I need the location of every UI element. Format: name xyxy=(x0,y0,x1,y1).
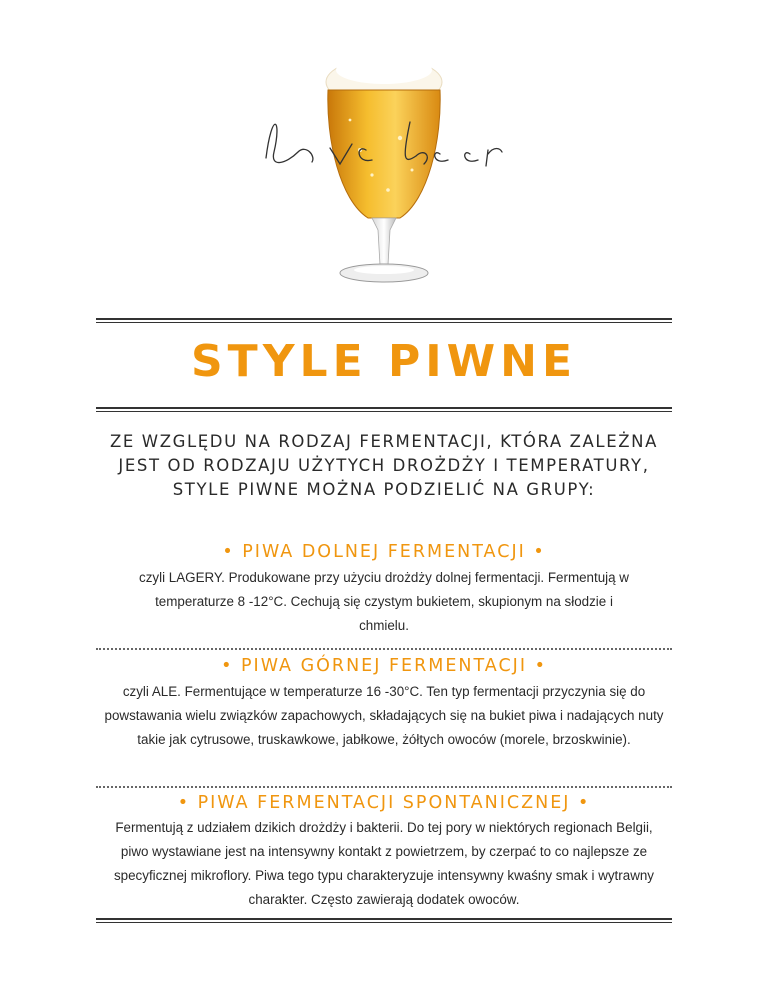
beer-glass-icon xyxy=(0,40,768,300)
beer-glass-illustration xyxy=(0,40,768,300)
divider xyxy=(96,318,672,323)
section-body-top-fermentation: czyli ALE. Fermentujące w temperaturze 16 -30°C. Ten typ fermentacji przyczynia się do powstawania wielu związków zapachowych, składających się na bukiet piwa i nadających nuty takie jak cytrusowe, truskawkowe, jabłkowe, żółtych owoców (morele, brzoskwinie). xyxy=(104,684,664,747)
dotted-divider xyxy=(96,648,672,650)
section-heading-bottom-fermentation: • PIWA DOLNEJ FERMENTACJI • xyxy=(222,542,546,562)
intro-text: ZE WZGLĘDU NA RODZAJ FERMENTACJI, KTÓRA ZALEŻNA JEST OD RODZAJU UŻYTYCH DROŻDŻY I TEMPERATURY, STYLE PIWNE MOŻNA PODZIELIĆ NA GRUPY: xyxy=(110,432,658,499)
section-heading-top-fermentation: • PIWA GÓRNEJ FERMENTACJI • xyxy=(221,656,547,676)
section-body-bottom-fermentation: czyli LAGERY. Produkowane przy użyciu drożdży dolnej fermentacji. Fermentują w temperaturze 8 -12°C. Cechują się czystym bukietem, skupionym na słodzie i chmielu. xyxy=(139,570,629,633)
dotted-divider xyxy=(96,786,672,788)
section-body-spontaneous-fermentation: Fermentują z udziałem dzikich drożdży i bakterii. Do tej pory w niektórych regionach Belgii, piwo wystawiane jest na intensywny kontakt z powietrzem, by czerpać to co najlepsze ze specyficznej mikroflory. Piwa tego typu charakteryzuje intensywny kwaśny smak i wytrawny charakter. Często zawierają dodatek owoców. xyxy=(113,820,655,907)
divider xyxy=(96,407,672,412)
logo-text: love beer xyxy=(230,190,235,191)
divider xyxy=(96,918,672,923)
section-heading-spontaneous-fermentation: • PIWA FERMENTACJI SPONTANICZNEJ • xyxy=(177,793,591,813)
page-title: STYLE PIWNE xyxy=(190,336,577,387)
